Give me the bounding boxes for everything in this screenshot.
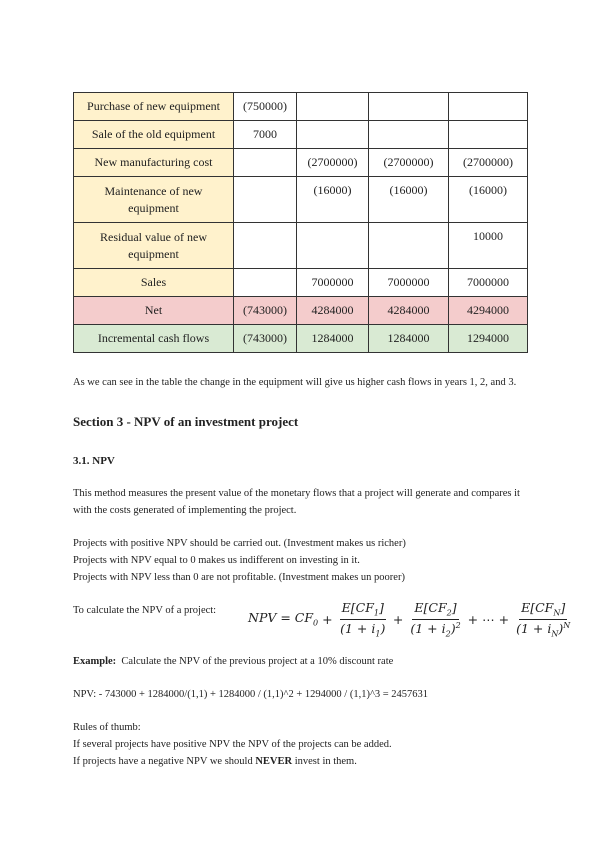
cell: (16000)	[369, 177, 449, 223]
example-line	[73, 655, 393, 669]
never-emphasis: NEVER	[255, 756, 293, 767]
cell: (16000)	[297, 177, 369, 223]
cell: 7000000	[449, 269, 528, 297]
cell: 4294000	[449, 297, 528, 325]
example-label: Example:	[73, 656, 117, 667]
cell: 10000	[449, 223, 528, 269]
example-text: Calculate the NPV of the previous project at a 10% discount rate	[121, 656, 394, 667]
cell: (743000)	[234, 297, 297, 325]
formula-term-1: $\frac{E[CF_1]}{(1 + i_1)}$	[340, 600, 386, 639]
row-label: Residual value of new equipment	[74, 223, 234, 269]
formula-term-n: $\frac{E[CF_N]}{(1 + i_N)^N}$	[516, 600, 571, 639]
row-label: Maintenance of new equipment	[74, 177, 234, 223]
formula-term-2: $\frac{E[CF_2]}{(1 + i_2)^2}$	[410, 600, 461, 639]
cell: (743000)	[234, 325, 297, 353]
cell: (750000)	[234, 93, 297, 121]
formula-ellipsis: + ⋯ +	[467, 611, 510, 627]
method-description-line-1: This method measures the present value of the monetary flows that a project will generate and compares it	[73, 488, 520, 499]
cell: 7000	[234, 121, 297, 149]
table-row	[74, 177, 528, 223]
cell	[234, 269, 297, 297]
cell	[369, 223, 449, 269]
row-label: New manufacturing cost	[74, 149, 234, 177]
row-label: Sale of the old equipment	[74, 121, 234, 149]
table-row	[74, 121, 528, 149]
cell	[234, 223, 297, 269]
cell: 4284000	[369, 297, 449, 325]
row-label: Purchase of new equipment	[74, 93, 234, 121]
cell: 7000000	[297, 269, 369, 297]
cell	[449, 121, 528, 149]
rules-of-thumb-line-1: If several projects have positive NPV the NPV of the projects can be added.	[73, 739, 392, 750]
table-row	[74, 269, 528, 297]
table-row-incremental	[74, 325, 528, 353]
cash-flow-table	[73, 92, 528, 353]
cell	[297, 93, 369, 121]
cell: 7000000	[369, 269, 449, 297]
npv-calculation: NPV: - 743000 + 1284000/(1,1) + 1284000 / (1,1)^2 + 1294000 / (1,1)^3 = 2457631	[73, 689, 429, 700]
table-row	[74, 149, 528, 177]
cell: (16000)	[449, 177, 528, 223]
formula-lhs: NPV = $CF_0$	[248, 610, 319, 628]
cell	[297, 121, 369, 149]
table-row-net	[74, 297, 528, 325]
method-description-line-2: with the costs generated of implementing the project.	[73, 505, 297, 516]
cell	[234, 177, 297, 223]
cell: 1284000	[369, 325, 449, 353]
cell: 1284000	[297, 325, 369, 353]
rule-zero: Projects with NPV equal to 0 makes us indifferent on investing in it.	[73, 555, 360, 566]
row-label: Incremental cash flows	[74, 325, 234, 353]
npv-formula: NPV = $CF_0$ + $\frac{E[CF_1]}{(1 + i_1)}$ + $\frac{E[CF_2]}{(1 + i_2)^2}$ + ⋯ + $\frac{E[CF_N]}{(1 + i_N)^N}$	[248, 600, 571, 639]
table-row	[74, 223, 528, 269]
cell: (2700000)	[369, 149, 449, 177]
cell	[369, 121, 449, 149]
subsection-title: 3.1. NPV	[73, 455, 115, 467]
row-label: Net	[74, 297, 234, 325]
table-row	[74, 93, 528, 121]
cell: 1294000	[449, 325, 528, 353]
table-conclusion: As we can see in the table the change in the equipment will give us higher cash flows in years 1, 2, and 3.	[73, 377, 517, 388]
cell: 4284000	[297, 297, 369, 325]
cell	[234, 149, 297, 177]
rule-positive: Projects with positive NPV should be carried out. (Investment makes us richer)	[73, 538, 406, 549]
cell	[369, 93, 449, 121]
section-title: Section 3 - NPV of an investment project	[73, 414, 299, 429]
calc-intro: To calculate the NPV of a project:	[73, 605, 217, 616]
row-label: Sales	[74, 269, 234, 297]
rule-negative: Projects with NPV less than 0 are not profitable. (Investment makes un poorer)	[73, 572, 405, 583]
rules-of-thumb-line-2: If projects have a negative NPV we should NEVER invest in them.	[73, 756, 357, 767]
cell: (2700000)	[449, 149, 528, 177]
cell: (2700000)	[297, 149, 369, 177]
cell	[449, 93, 528, 121]
rules-of-thumb-title: Rules of thumb:	[73, 722, 141, 733]
cell	[297, 223, 369, 269]
